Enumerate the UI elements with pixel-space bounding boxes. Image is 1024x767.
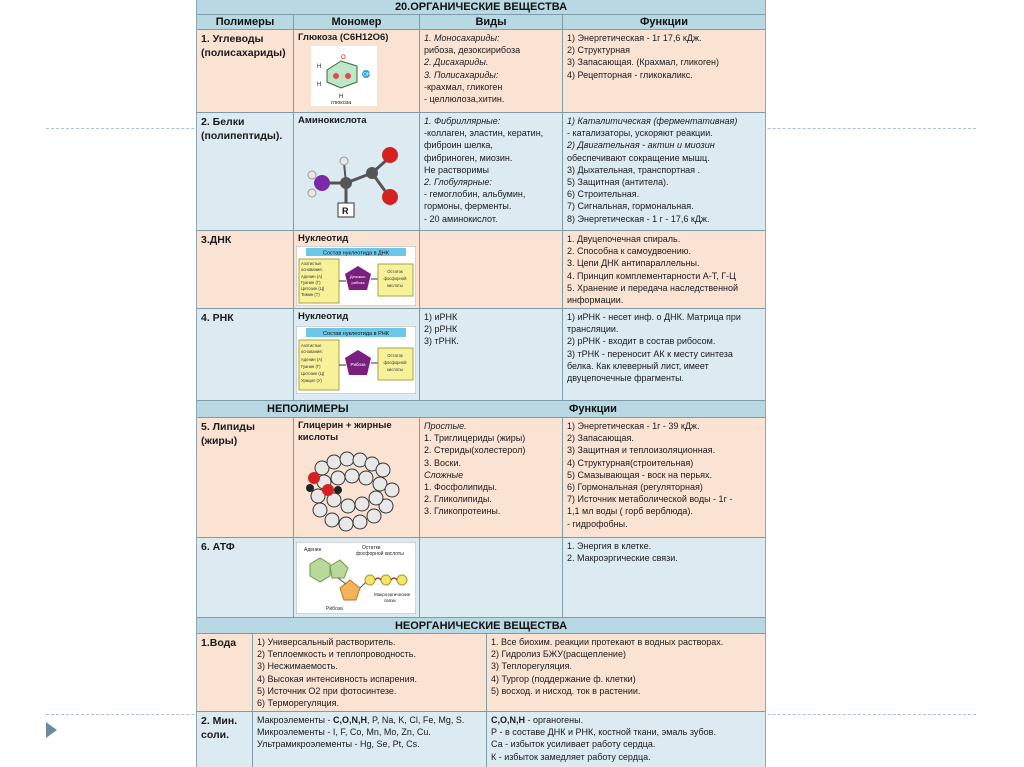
inorganic-header: НЕОРГАНИЧЕСКИЕ ВЕЩЕСТВА	[197, 618, 765, 634]
types-cell: Простые. 1. Триглицериды (жиры) 2. Стериды(холестерол) 3. Воски. Сложные 1. Фосфолипиды. 2. Гликолипиды. 3. Гликопротеины.	[420, 418, 563, 537]
monomer-cell: Глицерин + жирные кислоты	[294, 418, 420, 537]
nav-arrow-icon[interactable]	[46, 722, 57, 738]
water-properties-cell: 1) Универсальный растворитель. 2) Теплоемкость и теплопроводность. 3) Несжимаемость. 4) Высокая интенсивность испарения. 5) Источник О2 при фотосинтезе. 6) Терморегуляция.	[253, 634, 487, 711]
rna-nucleotide-diagram	[296, 326, 416, 394]
functions-cell: 1. Энергия в клетке. 2. Макроэргические связи.	[567, 541, 678, 564]
functions-cell: 1) иРНК - несет инф. о ДНК. Матрица при трансляции. 2) рРНК - входит в состав рибосом. 3) тРНК - переносит АК к месту синтеза белка. Как клеверный лист, имеет двуцепочечные фрагменты.	[567, 312, 741, 384]
functions-cell: 1) Каталитическая (ферментативная) - катализаторы, ускоряют реакции. 2) Двигательная - актин и миозин обеспечивают сокращение мышц. 3) Дыхательная, транспортная . 5) Защитная (антитела). 6) Строительная. 7) Сигнальная, гормональная. 8) Энергетическая - 1 г - 17,6 кДж.	[567, 116, 738, 224]
monomer-cell: Нуклеотид Состав нуклеотида в РНК Азотистые основания: Аденин (А) Гуанин (Г) Цитозин (Ц) Урацил (У) Рибоза Остаток фосфорной кислоты	[294, 309, 420, 400]
svg-text:H: H	[317, 82, 322, 88]
types-cell: 1) иРНК 2) рРНК 3) тРНК.	[420, 309, 563, 400]
polymer-name-cell: 4. РНК	[197, 309, 294, 400]
svg-text:Рибоза: Рибоза	[350, 362, 366, 367]
svg-text:Остатки: Остатки	[362, 545, 381, 551]
svg-text:OH: OH	[363, 72, 371, 78]
header-types: Виды	[420, 15, 563, 30]
dna-nucleotide-diagram	[296, 246, 416, 306]
polymer-name-cell: 5. Липиды (жиры)	[197, 418, 294, 537]
svg-text:основания:: основания:	[301, 349, 323, 354]
svg-text:Состав нуклеотида в РНК: Состав нуклеотида в РНК	[323, 331, 389, 337]
header-monomer: Мономер	[294, 15, 420, 30]
svg-text:R: R	[342, 206, 349, 216]
svg-text:Цитозин (Ц): Цитозин (Ц)	[301, 371, 325, 376]
water-functions-cell: 1. Все биохим. реакции протекают в водных растворах. 2) Гидролиз БЖУ(расщепление) 3) Теплорегуляция. 4) Тургор (поддержание ф. клетки) 5) восход. и нисход. ток в растении.	[491, 637, 724, 696]
svg-text:Аденин (А): Аденин (А)	[301, 357, 323, 362]
svg-text:O: O	[341, 55, 346, 61]
row-mineral-salts	[197, 712, 765, 767]
glucose-caption: глюкоза	[331, 100, 352, 106]
svg-text:кислоты: кислоты	[387, 367, 403, 372]
salts-elements-cell: Макроэлементы - С,О,N,H, P, Na, K, Cl, Fe, Mg, S. Микроэлементы - I, F, Co, Mn, Mo, Zn, Cu. Ультрамикроэлементы - Hg, Se, Pt, Cs.	[253, 712, 487, 767]
svg-text:H: H	[317, 64, 322, 70]
header-polymers: Полимеры	[197, 15, 294, 30]
polymer-name-cell: 1. Углеводы (полисахариды)	[197, 30, 294, 112]
monomer-cell: Аминокислота R	[294, 113, 420, 230]
svg-text:Азотистые: Азотистые	[301, 261, 322, 266]
svg-text:H: H	[339, 94, 344, 100]
row-atp	[197, 538, 765, 618]
monomer-cell: Нуклеотид Состав нуклеотида в ДНК Азотистые основания: Аденин (А) Гуанин (Г) Цитозин (Ц) Тимин (Т) Дезокси- рибоза Остаток фосфорной кислоты	[294, 231, 420, 308]
svg-text:Азотистые: Азотистые	[301, 343, 322, 348]
svg-text:фосфорной кислоты: фосфорной кислоты	[356, 551, 404, 557]
svg-text:Гуанин (Г): Гуанин (Г)	[301, 280, 321, 285]
svg-text:фосфорной: фосфорной	[383, 360, 407, 365]
types-cell: 1. Моносахариды: рибоза, дезоксирибоза 2. Дисахариды. 3. Полисахариды: -крахмал, гликоген - целлюлоза,хитин.	[420, 30, 563, 112]
svg-text:Аденин: Аденин	[304, 547, 322, 553]
header-functions: Функции	[563, 15, 765, 30]
svg-text:Рибоза: Рибоза	[326, 606, 343, 612]
functions-cell: 1. Двуцепочечная спираль. 2. Способна к самоудвоению. 3. Цепи ДНК антипараллельны. 4. Принцип комплементарности А-Т, Г-Ц 5. Хранение и передача наследственной информации.	[567, 234, 739, 306]
amino-acid-model-image	[304, 135, 404, 221]
svg-text:Аденин (А): Аденин (А)	[301, 274, 323, 279]
types-cell	[420, 538, 563, 617]
row-proteins	[197, 113, 765, 231]
salts-name-cell: 2. Мин. соли.	[197, 712, 253, 767]
svg-text:Тимин (Т): Тимин (Т)	[301, 292, 320, 297]
document-sheet	[196, 0, 766, 767]
svg-text:фосфорной: фосфорной	[383, 276, 407, 281]
types-cell	[420, 231, 563, 308]
svg-text:Макроэргические: Макроэргические	[374, 592, 411, 597]
polymer-name-cell: 3.ДНК	[197, 231, 294, 308]
row-dna	[197, 231, 765, 309]
svg-text:связи: связи	[384, 598, 396, 603]
svg-text:Дезокси-: Дезокси-	[349, 274, 367, 279]
monomer-cell: Глюкоза (С6Н12О6) O H H H OH глюкоза	[294, 30, 420, 112]
nonpolymers-header	[197, 401, 765, 418]
svg-text:Цитозин (Ц): Цитозин (Ц)	[301, 286, 325, 291]
svg-text:рибоза: рибоза	[351, 280, 365, 285]
salts-functions-cell: С,О,N,H - органогены. Р - в составе ДНК и РНК, костной ткани, эмаль зубов. Са - избыток усиливает работу сердца. К - избыток замедляет работу сердца.	[491, 715, 716, 762]
svg-text:Гуанин (Г): Гуанин (Г)	[301, 364, 321, 369]
svg-text:кислоты: кислоты	[387, 283, 403, 288]
nonpolymers-label: НЕПОЛИМЕРЫ	[267, 403, 349, 415]
svg-text:Урацил (У): Урацил (У)	[301, 378, 322, 383]
svg-text:Остаток: Остаток	[387, 353, 403, 358]
functions-cell: 1) Энергетическая - 1г 17,6 кДж. 2) Структурная 3) Запасающая. (Крахмал, гликоген) 4) Рецепторная - гликокаликс.	[567, 33, 720, 80]
water-name-cell: 1.Вода	[197, 634, 253, 711]
page-title: 20.ОРГАНИЧЕСКИЕ ВЕЩЕСТВА	[197, 0, 765, 15]
lipid-molecule-model-image	[302, 450, 406, 532]
polymer-name-cell: 6. АТФ	[197, 538, 294, 617]
monomer-cell	[294, 538, 420, 617]
row-water	[197, 634, 765, 712]
nonpolymers-functions-label: Функции	[569, 403, 617, 415]
svg-text:Состав нуклеотида в ДНК: Состав нуклеотида в ДНК	[323, 250, 389, 257]
svg-text:Остаток: Остаток	[387, 269, 403, 274]
svg-text:основания:: основания:	[301, 267, 323, 272]
row-lipids	[197, 418, 765, 538]
functions-cell: 1) Энергетическая - 1г - 39 кДж. 2) Запасающая. 3) Защитная и теплоизоляционная. 4) Структурная(строительная) 5) Смазывающая - воск на перьях. 6) Гормональная (регуляторная) 7) Источник метаболической воды - 1г - 1,1 мл воды ( горб верблюда). - гидрофобны.	[567, 421, 733, 529]
glucose-structure-image	[311, 46, 377, 106]
row-carbohydrates	[197, 30, 765, 113]
polymer-name-cell: 2. Белки (полипептиды).	[197, 113, 294, 230]
types-cell: 1. Фибриллярные: -коллаген, эластин, кератин, фиброин шелка, фибриноген, миозин. Не растворимы 2. Глобулярные: - гемоглобин, альбумин, гормоны, ферменты. - 20 аминокислот.	[420, 113, 563, 230]
atp-structure-diagram	[296, 542, 416, 614]
row-rna	[197, 309, 765, 401]
